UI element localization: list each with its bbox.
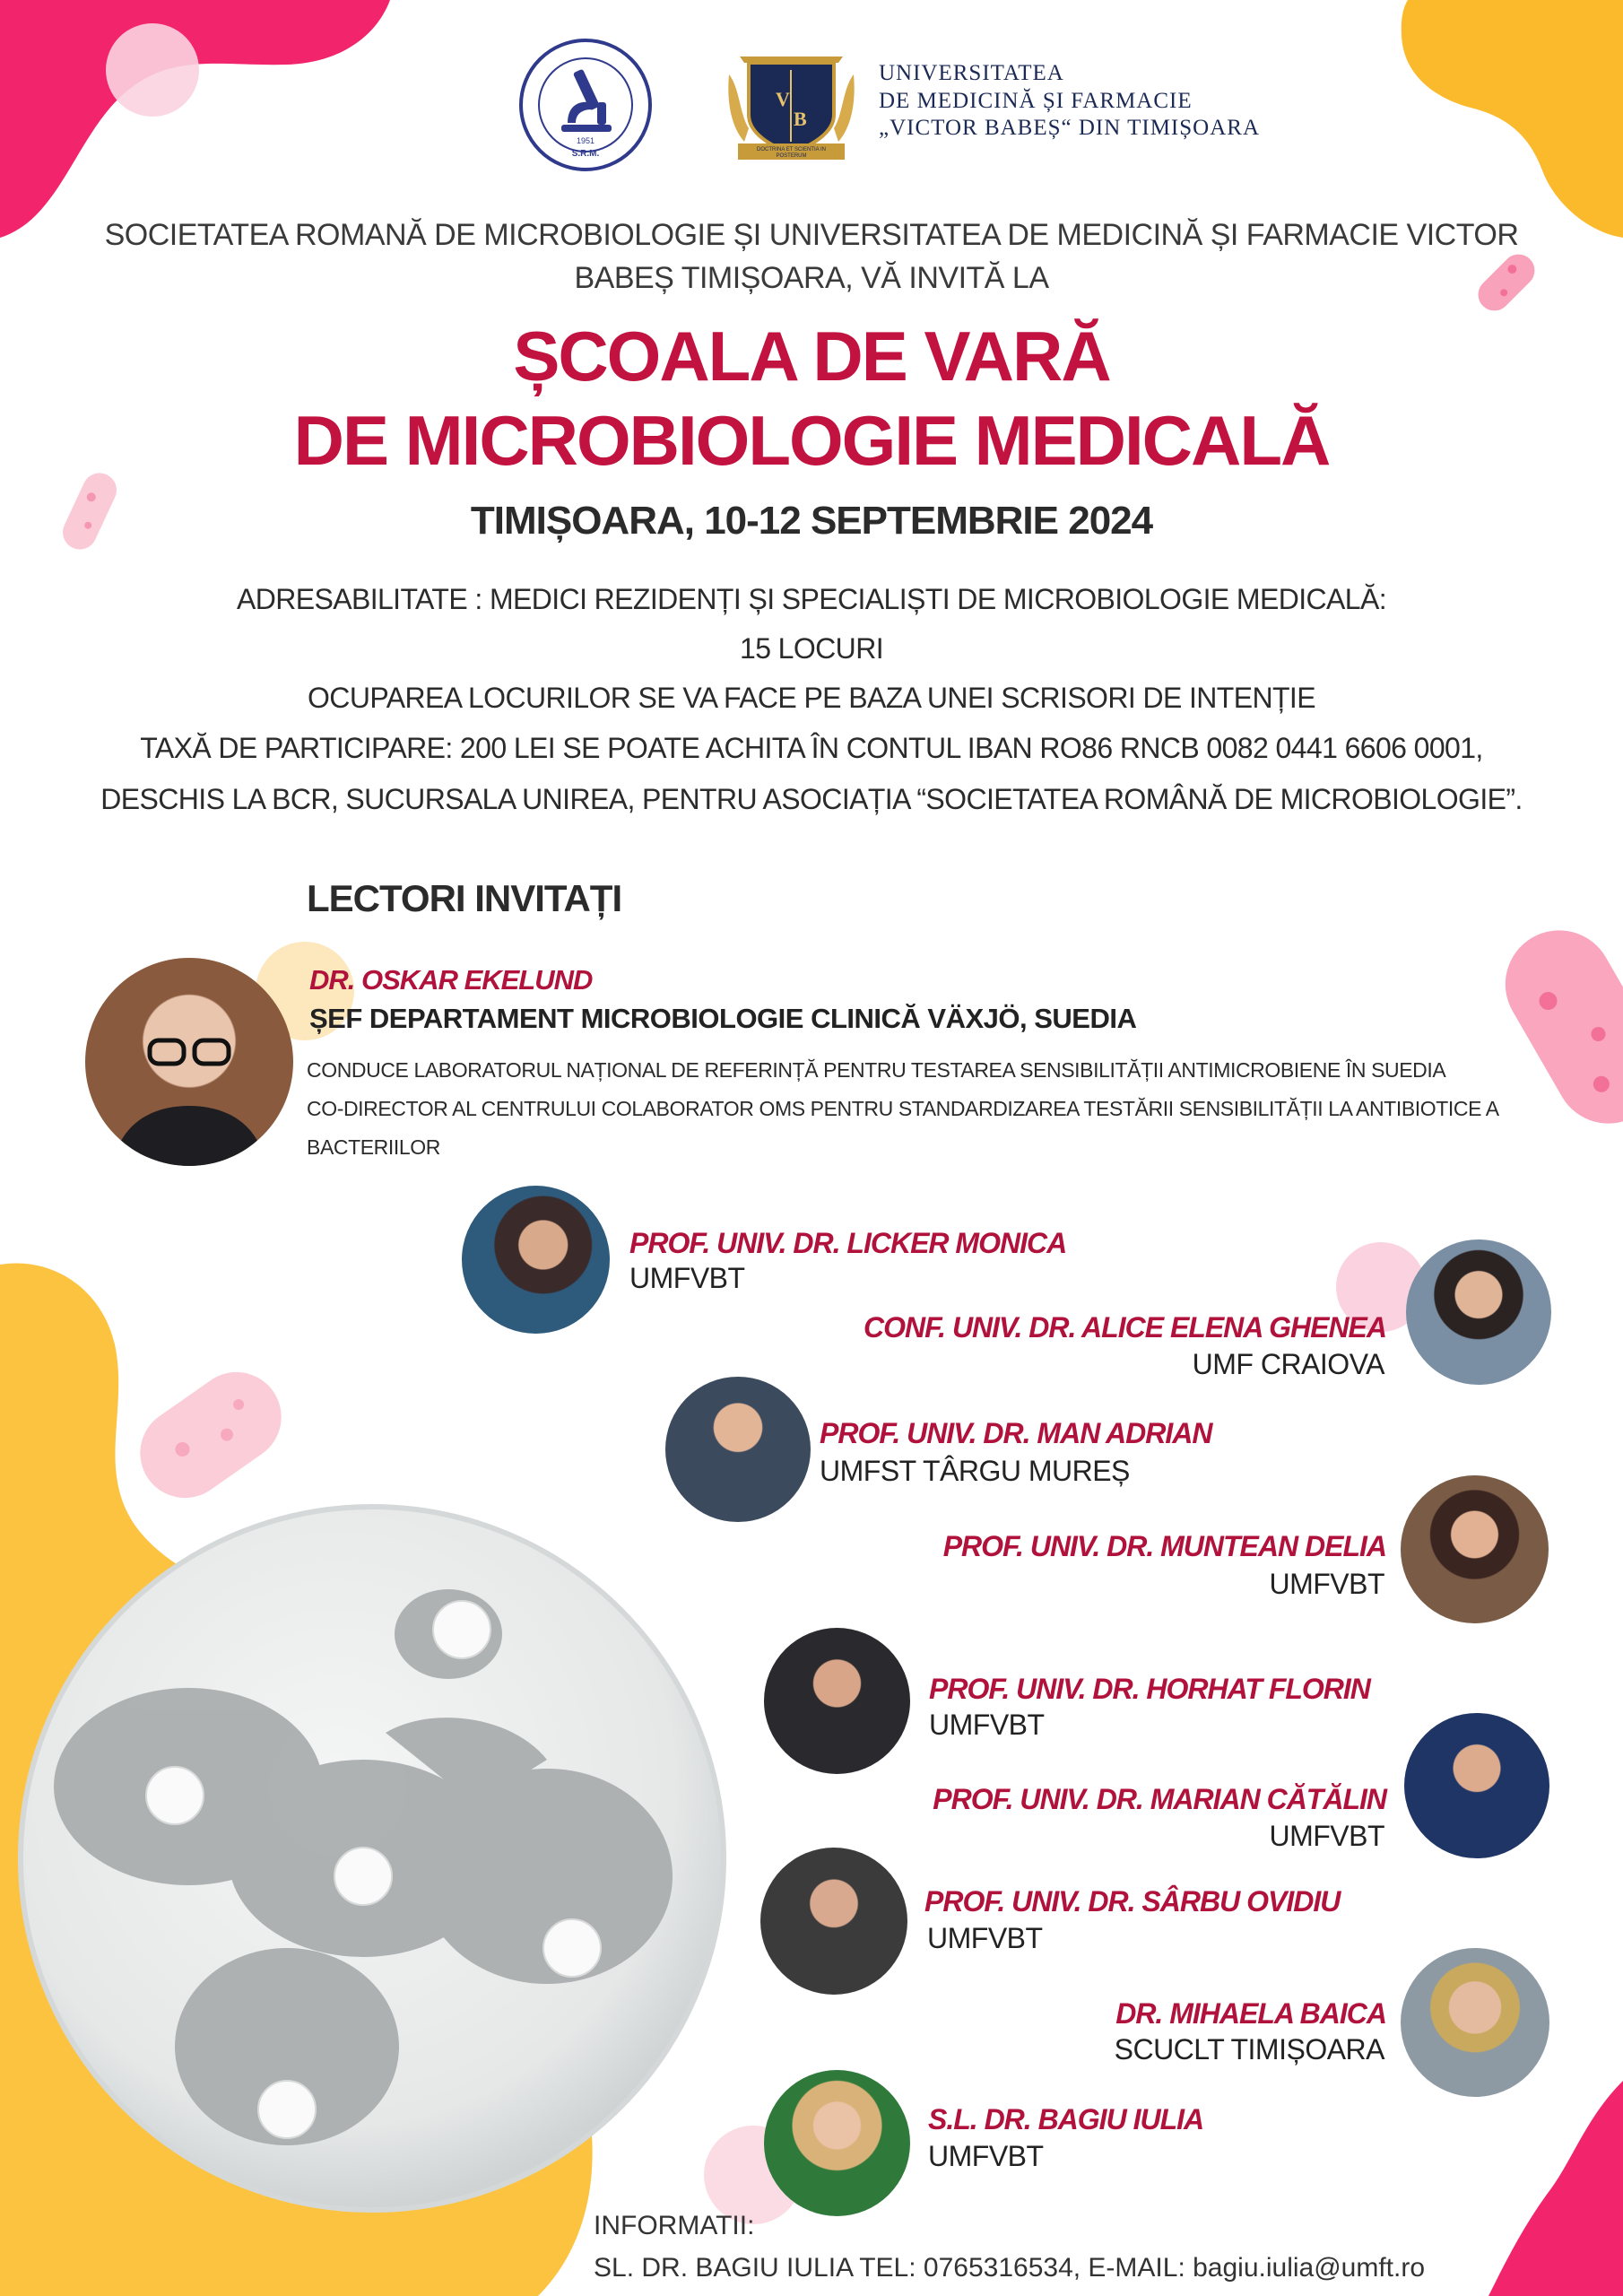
umf-crest-logo — [722, 43, 861, 164]
avatar-horhat-florin — [764, 1628, 910, 1774]
avatar-mihaela-baica — [1401, 1948, 1549, 2097]
intro-line2: BABEȘ TIMIȘOARA, VĂ INVITĂ LA — [574, 261, 1049, 295]
featured-desc-line1: CONDUCE LABORATORUL NAȚIONAL DE REFERINȚĂ PENTRU TESTAREA SENSIBILITĂȚII ANTIMICROBIENE ÎN SUEDIA — [307, 1058, 1446, 1082]
bacterium-icon-bottom-left — [108, 1345, 314, 1525]
lecturer-inst-1: UMFVBT — [629, 1262, 745, 1294]
lecturer-inst-6: UMFVBT — [1269, 1820, 1384, 1852]
footer-contact: SL. DR. BAGIU IULIA TEL: 0765316534, E-MAIL: bagiu.iulia@umft.ro — [594, 2253, 1426, 2283]
featured-desc-line2: CO-DIRECTOR AL CENTRULUI COLABORATOR OMS PENTRU STANDARDIZAREA TESTĂRII SENSIBILITĂȚII LA ANTIBIOTICE A — [307, 1097, 1499, 1120]
lecturer-inst-5: UMFVBT — [929, 1709, 1045, 1741]
svg-text:B: B — [794, 108, 807, 130]
avatar-marian-catalin — [1404, 1713, 1549, 1858]
lecturer-name-2: CONF. UNIV. DR. ALICE ELENA GHENEA — [864, 1311, 1386, 1344]
lecturer-name-6: PROF. UNIV. DR. MARIAN CĂTĂLIN — [933, 1783, 1386, 1815]
umf-name-line1: UNIVERSITATEA — [879, 61, 1064, 85]
footer-label: INFORMATII: — [594, 2211, 755, 2240]
intro-line1: SOCIETATEA ROMANĂ DE MICROBIOLOGIE ȘI UNIVERSITATEA DE MEDICINĂ ȘI FARMACIE VICTOR — [104, 218, 1519, 252]
featured-name: DR. OSKAR EKELUND — [309, 964, 593, 996]
lecturer-name-8: DR. MIHAELA BAICA — [1115, 1997, 1386, 2030]
umf-name-line2: DE MEDICINĂ ȘI FARMACIE — [879, 89, 1193, 113]
lecturer-name-3: PROF. UNIV. DR. MAN ADRIAN — [820, 1417, 1212, 1449]
pink-blob-bottom-right — [1471, 2081, 1623, 2296]
avatar-alice-elena-ghenea — [1406, 1239, 1551, 1385]
section-title-lecturers: LECTORI INVITAȚI — [307, 877, 622, 919]
lecturer-inst-8: SCUCLT TIMIȘOARA — [1114, 2033, 1384, 2066]
info-line4: TAXĂ DE PARTICIPARE: 200 LEI SE POATE ACHITA ÎN CONTUL IBAN RO86 RNCB 0082 0441 6606 0001, — [140, 732, 1483, 764]
event-date: TIMIȘOARA, 10-12 SEPTEMBRIE 2024 — [470, 499, 1153, 543]
lecturer-inst-4: UMFVBT — [1269, 1568, 1384, 1600]
avatar-bagiu-iulia — [764, 2070, 910, 2216]
lecturer-name-5: PROF. UNIV. DR. HORHAT FLORIN — [929, 1673, 1370, 1705]
lecturer-name-9: S.L. DR. BAGIU IULIA — [928, 2103, 1204, 2135]
info-line5: DESCHIS LA BCR, SUCURSALA UNIREA, PENTRU ASOCIAȚIA “SOCIETATEA ROMÂNĂ DE MICROBIOLOGIE”. — [100, 783, 1523, 815]
title-line1: ȘCOALA DE VARĂ — [513, 317, 1110, 396]
umf-crest-motto: DOCTRINA ET SCIENTIA IN POSTERUM — [757, 147, 826, 159]
avatar-sarbu-ovidiu — [760, 1848, 907, 1995]
info-line2: 15 LOCURI — [740, 632, 883, 665]
lecturer-name-4: PROF. UNIV. DR. MUNTEAN DELIA — [942, 1530, 1386, 1562]
petri-dish-image — [9, 1500, 744, 2217]
lecturer-inst-2: UMF CRAIOVA — [1192, 1348, 1384, 1380]
srm-year: 1951 — [576, 136, 595, 145]
avatar-muntean-delia — [1401, 1475, 1549, 1623]
srm-initials: S.R.M. — [571, 149, 600, 159]
umf-name-line3: „VICTOR BABEȘ“ DIN TIMIȘOARA — [879, 116, 1260, 140]
info-line1: ADRESABILITATE : MEDICI REZIDENȚI ȘI SPECIALIȘTI DE MICROBIOLOGIE MEDICALĂ: — [236, 583, 1387, 615]
featured-desc-line3: BACTERIILOR — [307, 1135, 440, 1159]
avatar-oskar-ekelund — [85, 958, 293, 1166]
avatar-licker-monica — [462, 1186, 610, 1334]
lecturer-name-7: PROF. UNIV. DR. SÂRBU OVIDIU — [924, 1885, 1341, 1918]
title-line2: DE MICROBIOLOGIE MEDICALĂ — [293, 401, 1330, 480]
lecturer-inst-3: UMFST TÂRGU MUREȘ — [820, 1455, 1130, 1487]
event-title — [0, 314, 1623, 483]
yellow-blob-top-right — [1399, 0, 1623, 242]
lecturer-name-1: PROF. UNIV. DR. LICKER MONICA — [629, 1227, 1067, 1259]
svg-text:V: V — [776, 88, 790, 110]
info-line3: OCUPAREA LOCURILOR SE VA FACE PE BAZA UNEI SCRISORI DE INTENȚIE — [308, 682, 1315, 714]
bacterium-icon-right-large — [1493, 901, 1623, 1144]
featured-role: ȘEF DEPARTAMENT MICROBIOLOGIE CLINICĂ VÄXJÖ, SUEDIA — [309, 1003, 1137, 1034]
lecturer-inst-9: UMFVBT — [928, 2140, 1044, 2172]
intro-text — [0, 213, 1623, 300]
lecturer-inst-7: UMFVBT — [927, 1922, 1043, 1954]
avatar-man-adrian — [665, 1377, 811, 1522]
